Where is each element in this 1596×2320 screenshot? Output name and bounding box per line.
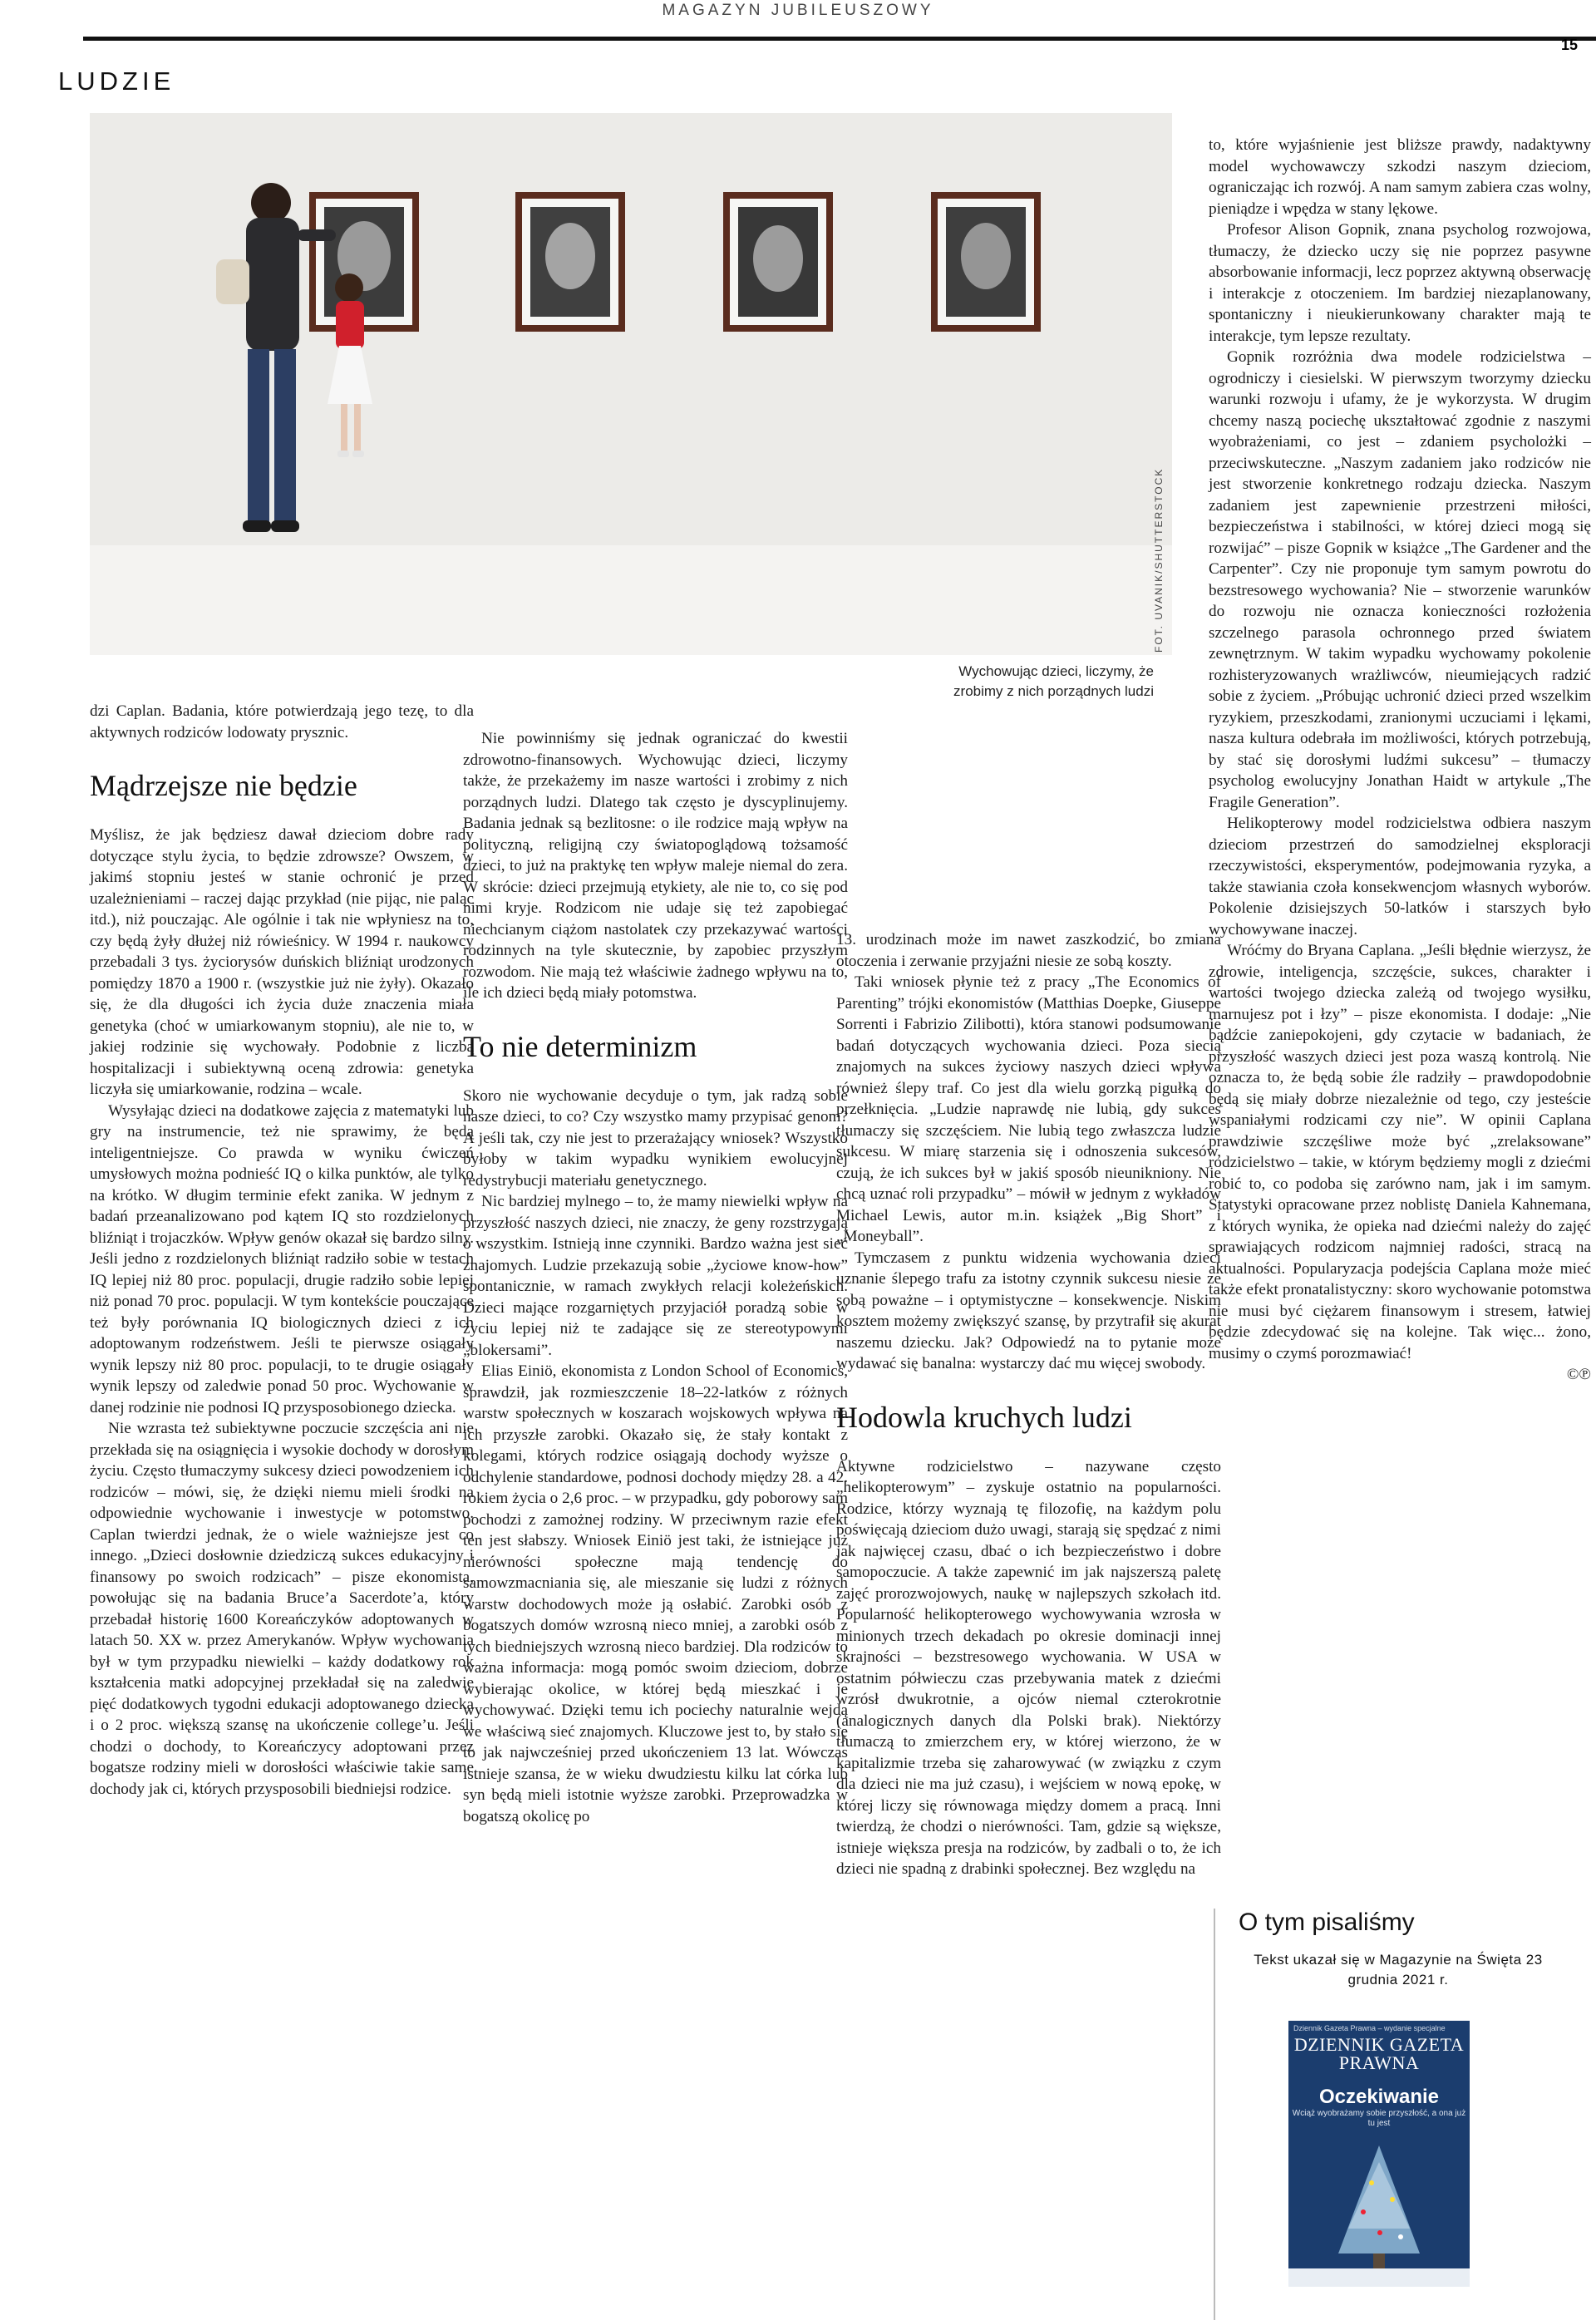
article-column-1 <box>90 701 474 1800</box>
paragraph: Nie powinniśmy się jednak ograniczać do kwestii zdrowotno-finansowych. Wychowując dzieci, liczymy także, że przekażemy im nasze wartości i zrobimy z nich porządnych ludzi. Dlatego tak często je dyscyplinujemy. Badania jednak są bezlitosne: o ile rodzice mają wpływ na polityczną, religijną czy światopoglądową tożsamość dzieci, to już na praktykę ten wpływ maleje niemal do zera. W skrócie: dzieci przejmują etykiety, ale nie to, co się pod nimi kryje. Rodzicom nie udaje się też zapobiegać niechcianym ciążom nastolatek czy przekazywać wartości rodzinnych na tyle skutecznie, by zapobiec przyszłym rozwodom. Nie mają też właściwie żadnego wpływu na to, ile ich dzieci będą miały potomstwa. <box>463 730 848 1002</box>
cover-masthead: DZIENNIK GAZETA PRAWNA <box>1293 2034 1465 2073</box>
photo-credit: FOT. UVANIK/SHUTTERSTOCK <box>1153 467 1165 653</box>
article-column-4 <box>1209 135 1591 1386</box>
paragraph: to, które wyjaśnienie jest bliższe prawdy, nadaktywny model wychowawczy szkodzi naszym dzieciom, ograniczając ich rozwój. A nam samym zabiera czas wolny, pieniądze i wpędza w stany lękowe. <box>1209 136 1591 218</box>
magazine-cover[interactable] <box>1288 2021 1470 2287</box>
paragraph: Aktywne rodzicielstwo – nazywane często „helikopterowym” – zyskuje ostatnio na popularności. Rodzice, którzy wyznają tę filozofię, na każdym polu poświęcają dzieciom dużo uwagi, starają się spędzać z nimi jak najwięcej czasu, dbać o ich bezpieczeństwo i dobre samopoczucie. A także zapewnić im jak najszerszą paletę zajęć prorozwojowych, naukę w najlepszych szkołach itd. Popularność helikopterowego wychowywania wzrosła w minionych trzech dekadach po okresie dominacji innej skrajności – bezstresowego wychowania. W USA w ostatnim półwieczu czas przebywania matek z dziećmi wzrósł dwukrotnie, a ojców niemal czterokrotnie (analogicznych danych dla Polski brak). Niektórzy tłumaczą to zmierzchem ery, w której wierzono, że w kapitalizmie trzeba się zaharowywać (w związku z czym dla dzieci nie ma już czasu), i wejściem w nową epokę, w której liczy się równowaga między domem a pracą. Inni twierdzą, że chodzi o nierówności. Tam, gdzie są większe, istnieje większa presja na rodziców, by zadbali o to, że ich dzieci nie spadną z drabinki społecznej. Bez względu na <box>836 1457 1221 1878</box>
paragraph: 13. urodzinach może im nawet zaszkodzić, bo zmiana otoczenia i zerwanie przyjaźni niesie ze sobą koszty. <box>836 931 1221 970</box>
paragraph: Profesor Alison Gopnik, znana psycholog rozwojowa, tłumaczy, że dziecko uczy się nie poprzez pasywne absorbowanie informacji, lecz poprzez aktywną obserwację i interakcje z otoczeniem. Im bardziej niezaplanowany, spontaniczny i nieukierunkowany charakter mają te interakcje, tym lepsze rezultaty. <box>1209 221 1591 345</box>
related-article-box <box>1214 1909 1563 2320</box>
subheading: Mądrzejsze nie będzie <box>90 769 357 802</box>
christmas-tree-icon <box>1288 2129 1470 2287</box>
header-rule <box>83 37 1596 41</box>
paragraph: Tymczasem z punktu widzenia wychowania dzieci uznanie ślepego trafu za istotny czynnik sukcesu niesie ze sobą poważne – i optymistyczne – konsekwencje. Niskim kosztem możemy zwiększyć szansę, by przytrafił się akurat naszemu dziecku. Jak? Odpowiedź na to pytanie może wydawać się banalna: wystarczy dać mu więcej swobody. <box>836 1249 1221 1372</box>
article-column-2 <box>463 728 848 1827</box>
paragraph: Nie wzrasta też subiektywne poczucie szczęścia ani nie przekłada się na osiągnięcia i wysokie dochody w dorosłym życiu. Często tłumaczymy sukcesy dzieci powodzeniem ich rodziców – mówi, się, że dzięki niemu mieli środki na odpowiednie wychowanie i inwestycje w potomstwo. Caplan twierdzi jednak, że o wiele ważniejsze jest co innego. „Dzieci dosłownie dziedziczą sukces edukacyjny i finansowy po swoich rodzicach” – pisze ekonomista, powołując się na badania Bruce’a Sacerdote’a, który przebadał historię 1600 Koreańczyków adoptowanych w latach 50. XX w. przez Amerykanów. Wpływ wychowania był w tym przypadku niewielki – każdy dodatkowy rok kształcenia matki adopcyjnej przekładał się na zaledwie pięć dodatkowych tygodni edukacji adoptowanego dziecka i o 2 proc. większą szansę na ukończenie college’u. Jeśli chodzi o dochody, to Koreańczycy adoptowani przez bogatsze rodziny mieli w dorosłości właściwie takie same dochody jak ci, których przysposobili biedniejsi rodzice. <box>90 1420 474 1798</box>
paragraph: Gopnik rozróżnia dwa modele rodzicielstwa – ogrodniczy i ciesielski. W pierwszym tworzymy dziecku warunki rozwoju i ufamy, że je wykorzysta. W drugim chcemy naszą pociechę ukształtować zgodnie z naszymi wyobrażeniami, co jest – zdaniem psycholożki – przeciwskuteczne. „Naszym zadaniem jako rodziców nie jest stworzenie konkretnego rodzaju dziecka. Naszym zadaniem jest zapewnienie przestrzeni miłości, bezpieczeństwa i stabilności, w której dzieci mogą się rozwijać” – pisze Gopnik w książce „The Gardener and the Carpenter”. Czy nie proponuje tym samym powrotu do bezstresowego wychowania? Nie – stworzenie warunków do rozwoju nie oznacza konieczności rozłożenia szczelnego parasola ochronnego przed światem zewnętrznym. W takim wypadku wychowamy pokolenie rozhisteryzowanych wrażliwców, nieumiejących radzić sobie z życiem. „Próbując uchronić dzieci przed wszelkim ryzykiem, przeszkodami, zranionymi uczuciami i lękami, nasza kultura odebrała im możliwości, których potrzebują, by stać się dorosłymi ludźmi sukcesu” – tłumaczy psycholog ewolucyjny Jonathan Haidt w artykule „The Fragile Generation”. <box>1209 348 1591 811</box>
paragraph: Wysyłając dzieci na dodatkowe zajęcia z matematyki lub gry na instrumencie, też nie sprawimy, że będą inteligentniejsze. Co prawda w wyniku ćwiczeń umysłowych można podnieść IQ o kilka punktów, ale tylko na krótko. W długim terminie efekt zanika. W jednym z badań przeanalizowano pod kątem IQ sto rozdzielonych bliźniąt i trojaczków. Wpływ genów okazał się bardzo silny. Jeśli jedno z rozdzielonych bliźniąt radziło sobie w testach IQ lepiej niż 80 proc. populacji, drugie radziło sobie lepiej niż ponad 70 proc. populacji. W tym kontekście pouczające też były porównania IQ biologicznych dzieci z ich adoptowanym rodzeństwem. Jeśli te pierwsze osiągały wynik lepszy niż 80 proc. populacji, to te drugie osiągały wynik lepszy od zaledwie ponad 50 proc. Wychowanie w danej rodzinie nie podnosi IQ przysposobionego dziecka. <box>90 1101 474 1416</box>
author-sign: ©℗ <box>1566 1366 1591 1383</box>
cover-supertitle: Dziennik Gazeta Prawna – wydanie specjalne <box>1293 2024 1446 2032</box>
paragraph: Wróćmy do Bryana Caplana. „Jeśli błędnie wierzysz, że zdrowie, inteligencja, szczęście, sukces, charakter i wartości twojego dziecka zależą od twojego wysiłku, marnujesz pot i łzy” – pisze ekonomista. I dodaje: „Nie bądźcie zaniepokojeni, gdy czytacie w badaniach, że przyszłość waszych dzieci jest poza waszą kontrolą. Nie oznacza to, że będą sobie źle radziły – prawdopodobnie będą się miały dobrze niezależnie od tego, czy jesteście wspaniałymi rodzicami czy nie”. W opinii Caplana prawdziwie szczęśliwe może być „zrelaksowane” rodzicielstwo – takie, w którym będziemy mogli z dziećmi robić to, co podoba się zarówno nam, jak i im samym. Statystyki opracowane przez noblistę Daniela Kahnemana, z których wynika, że opieka nad dziećmi należy do zajęć sprawiających rodzicom najmniej radości, stracą na aktualności. Popularyzacja podejścia Caplana może mieć także efekt pronatalistyczny: skoro wychowanie potomstwa nie musi być ciężarem finansowym i stresem, łatwiej będzie zdecydować się na kolejne. Tak więc... żono, musimy o czymś porozmawiać! <box>1209 942 1591 1362</box>
paragraph: Nic bardziej mylnego – to, że mamy niewielki wpływ na przyszłość naszych dzieci, nie znaczy, że geny rozstrzygają o wszystkim. Istnieją inne czynniki. Bardzo ważna jest sieć znajomych. Ludzie przekazują sobie „życiowe know-how” spontanicznie, w ramach zwykłych relacji koleżeńskich. Dzieci mające rozgarniętych przyjaciół poradzą sobie w życiu lepiej niż te zadające się ze stereotypowymi „blokersami”. <box>463 1193 848 1359</box>
paragraph: Elias Einiö, ekonomista z London School of Economics, sprawdził, jak rozmieszczenie 18–22-latków z różnych warstw społecznych w koszarach wojskowych wpływa na ich przyszłe zarobki. Okazało się, że stały kontakt z kolegami, których rodzice osiągają dochody wyższe o odchylenie standardowe, podnosi dochody między 28. a 42. rokiem życia o 2,6 proc. – w przypadku, gdy poborowy sam pochodzi z zamożnej rodziny. W przeciwnym razie efekt ten jest słabszy. Wniosek Einiö jest taki, że istniejące już nierówności społeczne mają tendencję do samowzmacniania się, ale mieszanie się ludzi z różnych warstw dochodowych może ją osłabić. Zarobki osób z bogatszych domów wzrosną nieco mniej, a zarobki osób z tych biedniejszych wzrosną nieco bardziej. Dla rodziców to ważna informacja: mogą pomóc swoim dzieciom, dobrze wybierając okolice, w której będą mieszkać i je wychowywać. Dzięki temu ich pociechy naturalnie wejdą we właściwą sieć znajomych. Kluczowe jest to, by stało się to jak najwcześniej przed ukończeniem 13 lat. Wówczas istnieje szansa, że w wieku dwudziestu kilku lat córka lub syn będą mieli istotnie wyższe zarobki. Przeprowadzka w bogatszą okolicę po <box>463 1362 848 1825</box>
magazine-header: MAGAZYN JUBILEUSZOWY <box>662 2 934 19</box>
cover-headline: Oczekiwanie <box>1318 2086 1440 2108</box>
page-number: 15 <box>1560 37 1578 53</box>
paragraph: Helikopterowy model rodzicielstwa odbiera naszym dzieciom przestrzeń do samodzielnej eksploracji rzeczywistości, eksperymentów, podejmowania ryzyka, a także stawiania czoła konsekwencjom własnych wyborów. Pokolenie dzisiejszych 50-latków i starszych było wychowywane inaczej. <box>1209 815 1591 938</box>
article-column-3 <box>836 929 1221 1880</box>
photo-caption: Wychowując dzieci, liczymy, że zrobimy z nich porządnych ludzi <box>953 663 1154 699</box>
box-text: Tekst ukazał się w Magazynie na Święta 23 grudnia 2021 r. <box>1254 1952 1543 1988</box>
paragraph: Skoro nie wychowanie decyduje o tym, jak radzą sobie nasze dzieci, to co? Czy wszystko mamy przypisać genom? A jeśli tak, czy nie jest to przerażający wniosek? Wszystko byłoby w takim wypadku wynikiem ewolucyjnej redystrybucji materiału genetycznego. <box>463 1086 848 1190</box>
subheading: To nie determinizm <box>463 1029 697 1063</box>
portrait-frame-2 <box>515 192 625 332</box>
cover-subtitle: Wciąż wyobrażamy sobie przyszłość, a ona już tu jest <box>1292 2109 1466 2128</box>
paragraph: Myślisz, że jak będziesz dawał dzieciom dobre rady dotyczące stylu życia, to będzie zdrowsze? Owszem, w jakimś stopniu jesteś w stanie ochronić je przed uzależnieniami – raczej dając przykład (nie pijąc, nie paląc itd.), niż pouczając. Ale ogólnie i tak nie wpłyniesz na to, czy będą żyły dłużej niż rówieśnicy. W 1994 r. naukowcy przebadali 3 tys. życiorysów duńskich bliźniąt urodzonych pomiędzy 1870 a 1900 r. (wszystkie już nie żyły). Okazało się, że dla długości ich życia duże znaczenia miała genetyka (choć w umiarkowanym stopniu), ale nie to, w jakiej rodzinie się wychowały. Podobnie z liczbą hospitalizacji i subiektywną oceną zdrowia: genetyka liczyła się umiarkowanie, rodzina – wcale. <box>90 826 474 1098</box>
paragraph: dzi Caplan. Badania, które potwierdzają jego tezę, to dla aktywnych rodziców lodowaty prysznic. <box>90 702 474 741</box>
section-title: LUDZIE <box>58 66 175 96</box>
gallery-illustration <box>90 113 1172 655</box>
portrait-frame-3 <box>723 192 833 332</box>
paragraph: Taki wniosek płynie też z pracy „The Economics of Parenting” trójki ekonomistów (Matthias Doepke, Giuseppe Sorrenti i Fabrizio Zilibotti), która stanowi podsumowanie badań dotyczących wychowania dzieci. Poza siecią znajomych na sukces życiowy naszych dzieci wpływa również ślepy traf. Co jest dla wielu gorzką pigułką do przełknięcia. „Ludzie naprawdę nie lubią, gdy sukces tłumaczy się szczęściem. Nie lubią tego zwłaszcza ludzie sukcesu. W miarę starzenia się i odnoszenia sukcesów, czują, że ich sukces był w jakiś sposób nieunikniony. Nie chcą uznać roli przypadku” – mówił w jednym z wykładów Michael Lewis, autor m.in. książek „Big Short” i „Moneyball”. <box>836 973 1221 1245</box>
portrait-frame-4 <box>931 192 1041 332</box>
gallery-photo <box>90 113 1172 655</box>
box-title: O tym pisaliśmy <box>1239 1909 1415 1936</box>
subheading: Hodowla kruchych ludzi <box>836 1400 1132 1434</box>
